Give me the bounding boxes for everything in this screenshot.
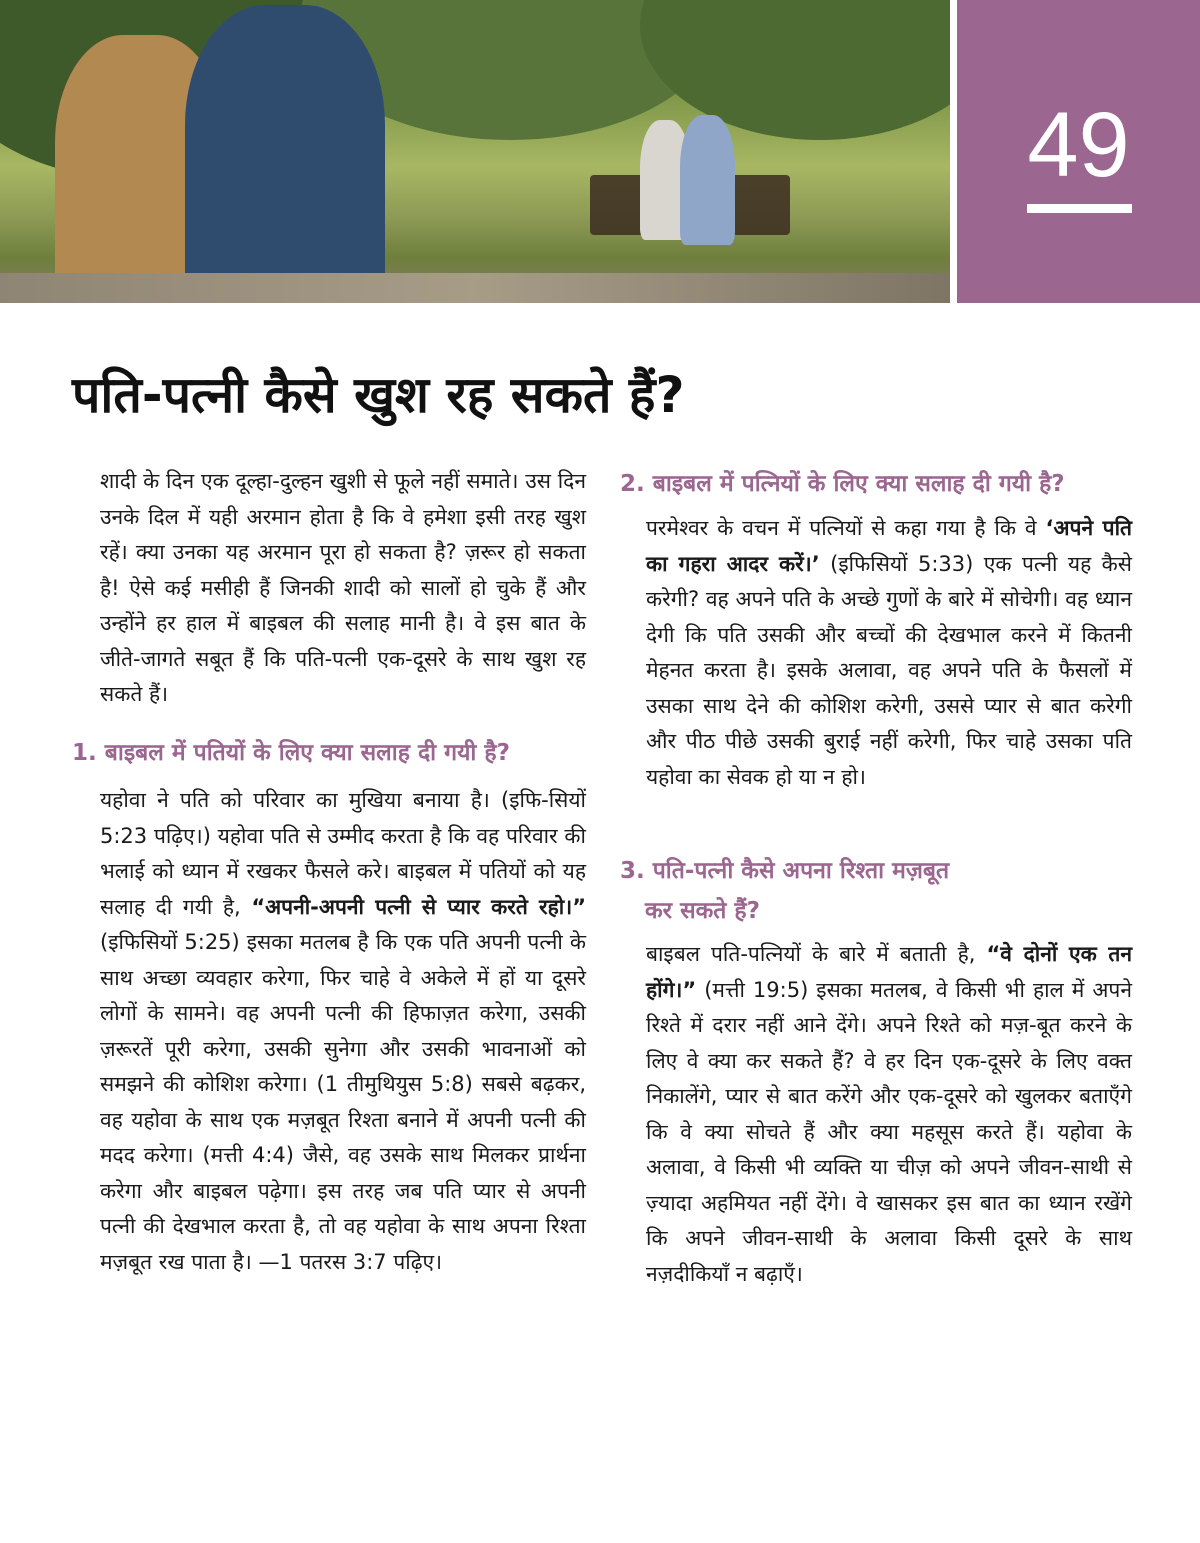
section-2-text-cont: (इफिसियों 5:33) एक पत्नी यह कैसे करेगी? वह अपने पति के अच्छे गुणों के बारे में सोचेगी। वह ध्यान देगी कि पति उसकी और बच्चों की देखभाल करने में कितनी मेहनत करता है। इसके अलावा, वह अपने पति के फैसलों में उसका साथ देने की कोशिश करेगी, उससे प्यार से बात करेगी और पीठ पीछे उसकी बुराई नहीं करेगी, फिर चाहे उसका पति यहोवा का सेवक हो या न हो। [646, 551, 1132, 789]
section-3-text: बाइबल पति-पत्नियों के बारे में बताती है, [646, 942, 987, 966]
section-3-text-cont: (मत्ती 19:5) इसका मतलब, वे किसी भी हाल में अपने रिश्ते में दरार नहीं आने देंगे। अपने रिश्ते को मज़-बूत करने के लिए वे क्या कर सकते हैं? वे हर दिन एक-दूसरे के लिए वक्‍त निकालेंगे, प्यार से बात करेंगे और एक-दूसरे को खुलकर बताएँगे कि वे क्या सोचते हैं और क्या महसूस करते हैं। यहोवा के अलावा, वे किसी भी व्यक्‍ति या चीज़ को अपने जीवन-साथी से ज़्यादा अहमियत नहीं देंगे। वे खासकर इस बात का ध्यान रखेंगे कि अपने जीवन-साथी के अलावा किसी दूसरे के साथ नज़दीकियाँ न बढ़ाएँ। [646, 977, 1132, 1286]
lesson-number: 49 [1027, 94, 1130, 196]
section-2-text: परमेश्वर के वचन में पत्नियों से कहा गया है कि वे [646, 516, 1046, 540]
section-2-body [646, 511, 1132, 795]
section-2-heading: 2. बाइबल में पत्नियों के लिए क्या सलाह दी गयी है? [620, 471, 1065, 497]
section-3-quote: “वे दोनों एक तन होंगे।” [646, 942, 1132, 1002]
section-1-text-cont: (इफिसियों 5:25) इसका मतलब है कि एक पति अपनी पत्नी के साथ अच्छा व्यवहार करेगा, फिर चाहे वे अकेले में हों या दूसरे लोगों के सामने। वह अपनी पत्नी की हिफाज़त करेगा, उसकी ज़रूरतें पूरी करेगा, उसकी सुनेगा और उसकी भावनाओं को समझने की कोशिश करेगा। (1 तीमुथियुस 5:8) सबसे बढ़कर, वह यहोवा के साथ एक मज़बूत रिश्ता बनाने में अपनी पत्नी की मदद करेगा। (मत्ती 4:4) जैसे, वह उसके साथ मिलकर प्रार्थना करेगा और बाइबल पढ़ेगा। इस तरह जब पति प्यार से अपनी पत्नी की देखभाल करता है, तो वह यहोवा के साथ अपना रिश्ता मज़बूत रख पाता है। —1 पतरस 3:7 पढ़िए। [100, 930, 586, 1274]
lesson-number-underline [1027, 204, 1132, 213]
page-title: पति-पत्नी कैसे खुश रह सकते हैं? [72, 366, 685, 424]
section-1-heading: 1. बाइबल में पतियों के लिए क्या सलाह दी गयी है? [72, 740, 510, 766]
lesson-number-badge [957, 0, 1200, 303]
intro-paragraph: शादी के दिन एक दूल्हा-दुल्हन खुशी से फूले नहीं समाते। उस दिन उनके दिल में यही अरमान होता है कि वे हमेशा इसी तरह खुश रहें। क्या उनका यह अरमान पूरा हो सकता है? ज़रूर हो सकता है! ऐसे कई मसीही हैं जिनकी शादी को सालों हो चुके हैं और उन्होंने हर हाल में बाइबल की सलाह मानी है। वे इस बात के जीते-जागते सबूत हैं कि पति-पत्नी एक-दूसरे के साथ खुश रह सकते हैं। [100, 469, 586, 706]
section-2-quote: ‘अपने पति का गहरा आदर करें।’ [646, 516, 1132, 576]
section-3-body [646, 937, 1132, 1292]
section-3-heading-line1: 3. पति-पत्नी कैसे अपना रिश्ता मज़बूत [620, 858, 950, 884]
section-1-body [100, 783, 586, 1280]
section-3-heading [620, 851, 949, 931]
section-3-heading-line2: कर सकते हैं? [645, 898, 760, 924]
header-photo-couples-in-park [0, 0, 950, 303]
section-1-quote: “अपनी-अपनी पत्नी से प्यार करते रहो।” [251, 894, 586, 919]
section-1-text: यहोवा ने पति को परिवार का मुखिया बनाया है। (इफि-सियों 5:23 पढ़िए।) यहोवा पति से उम्मीद करता है कि वह परिवार की भलाई को ध्यान में रखकर फैसले करे। बाइबल में पतियों को यह सलाह दी गयी है, [100, 788, 586, 919]
